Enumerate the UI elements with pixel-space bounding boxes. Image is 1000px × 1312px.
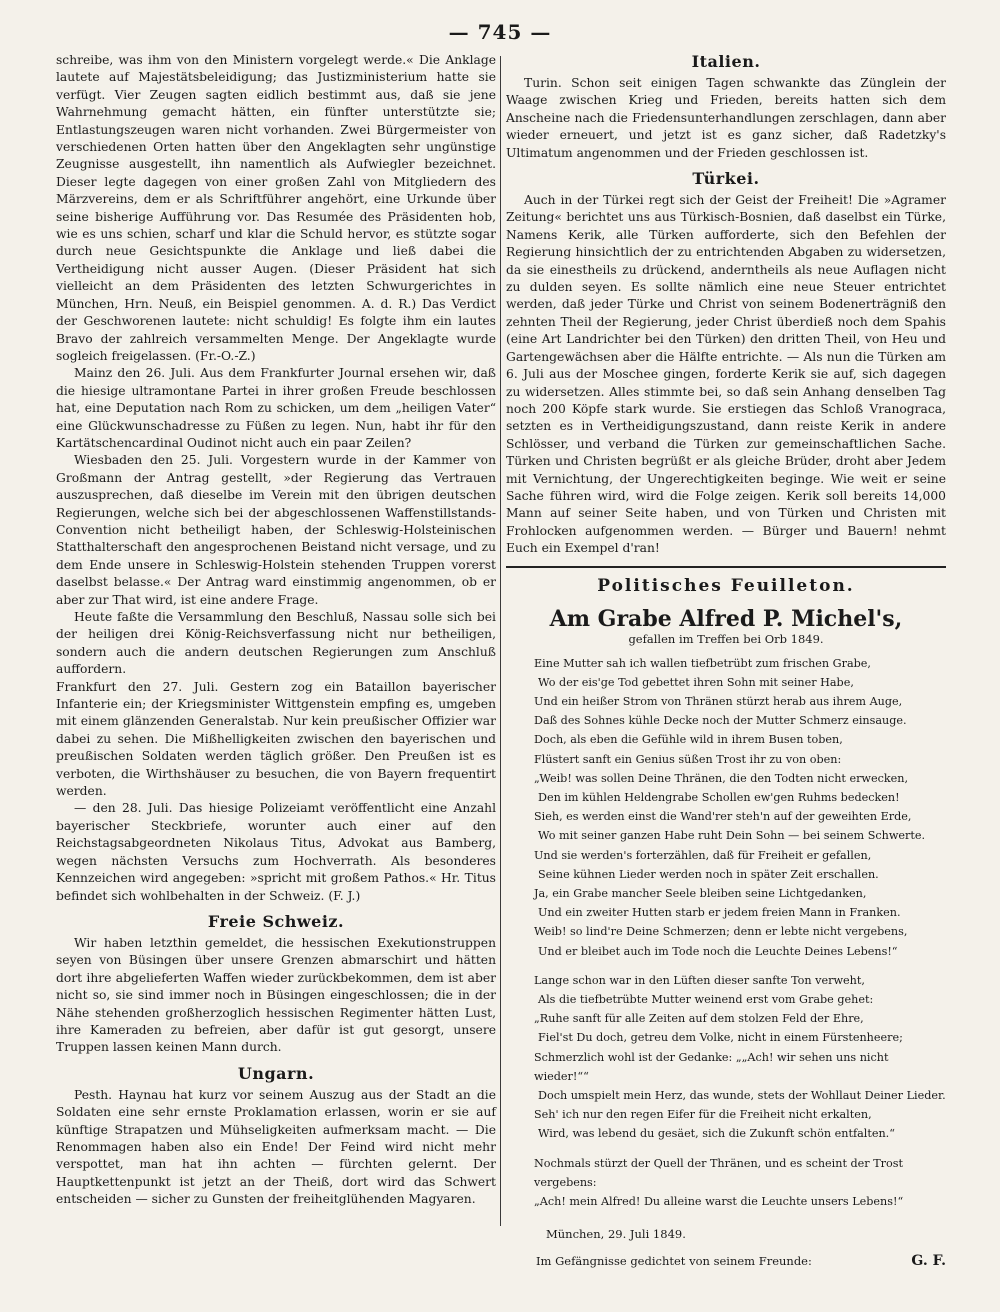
feuilleton-heading: Politisches Feuilleton. [597, 575, 855, 596]
poem-line: Als die tiefbetrübte Mutter weinend erst vom Grabe gehet: [538, 993, 874, 1007]
stanza-gap [506, 1144, 946, 1154]
poem-line: Nochmals stürzt der Quell der Thränen, und es scheint der Trost vergebens: [534, 1156, 903, 1189]
article-frankfurt: Frankfurt den 27. Juli. Gestern zog ein Bataillon bayerischer Infanterie ein; der Kriegsminister Wittgenstein empfing es, umgeben mit einem glänzenden Generalstab. Nur kein preußischer Offizier war dabei zu sehen. Die Mißhelligkeiten zwischen den bayerischen und preußischen Soldaten werden täglich größer. Den Preußen ist es verboten, die Wirthshäuser zu besuchen, die von Bayern frequentirt werden. [56, 679, 496, 799]
section-heading-italien: Italien. [691, 52, 761, 71]
poem-line: Flüstert sanft ein Genius süßen Trost ihr zu von oben: [534, 752, 842, 766]
poem-footer [506, 1253, 946, 1269]
poem-line: Doch, als eben die Gefühle wild in ihrem Busen toben, [534, 733, 843, 747]
poem-line: Lange schon war in den Lüften dieser sanfte Ton verweht, [534, 973, 865, 987]
poem-footer-text: Im Gefängnisse gedichtet von seinem Freunde: [536, 1254, 812, 1269]
poem-stanza-1 [506, 654, 946, 961]
poem-line: Eine Mutter sah ich wallen tiefbetrübt zum frischen Grabe, [534, 656, 871, 670]
poem-line: Seine kühnen Lieder werden noch in später Zeit erschallen. [538, 867, 879, 881]
section-heading-schweiz: Freie Schweiz. [207, 911, 345, 931]
poem-line: Schmerzlich wohl ist der Gedanke: „„Ach! wir sehen uns nicht wieder!““ [534, 1050, 889, 1083]
section-heading-tuerkei: Türkei. [692, 169, 760, 189]
poem-line: „Ach! mein Alfred! Du alleine warst die Leuchte unsers Lebens!“ [534, 1195, 904, 1209]
section-rule [506, 566, 946, 568]
poem-line: Wo der eis'ge Tod gebettet ihren Sohn mit seiner Habe, [538, 675, 854, 689]
poem-line: „Weib! was sollen Deine Thränen, die den Todten nicht erwecken, [534, 771, 909, 785]
poem-line: Weib! so lind're Deine Schmerzen; denn er lebte nicht vergebens, [534, 925, 908, 939]
poem-stanza-2 [506, 971, 946, 1144]
right-column [506, 52, 946, 1269]
section-heading-ungarn: Ungarn. [237, 1063, 315, 1083]
poem-line: Doch umspielt mein Herz, das wunde, stets der Wohllaut Deiner Lieder. [538, 1089, 946, 1103]
article-paragraph: — den 28. Juli. Das hiesige Polizeiamt veröffentlicht eine Anzahl bayerischer Steckbriefe, worunter auch einer auf den Reichstagsabgeordneten Nikolaus Titus, Advokat aus Bamberg, wegen nächsten Versuchs zum Hochverrath. Als besonderes Kennzeichen wird angegeben: »spricht mit großem Pathos.« Hr. Titus befindet sich wohlbehalten in der Schweiz. (F. J.) [56, 801, 496, 903]
left-column [56, 52, 496, 1209]
stanza-gap [506, 961, 946, 971]
poem-line: Und ein zweiter Hutten starb er jedem freien Mann in Franken. [538, 906, 901, 920]
poem-subtitle: gefallen im Treffen bei Orb 1849. [628, 631, 824, 646]
poem-line: Wird, was lebend du gesäet, sich die Zukunft schön entfalten.“ [538, 1127, 895, 1141]
poem-line: Seh' ich nur den regen Eifer für die Freiheit nicht erkalten, [534, 1108, 872, 1122]
poem-line: Fiel'st Du doch, getreu dem Volke, nicht in einem Fürstenheere; [538, 1031, 903, 1045]
article-pesth: Pesth. Haynau hat kurz vor seinem Auszug aus der Stadt an die Soldaten eine sehr ernste Proklamation erlassen, worin er sie auf künftige Strapatzen und Mühseligkeiten aufmerksam macht. — Die Renommagen haben also ein Ende! Der Feind wird nicht mehr verspottet, man hat ihn achten — fürchten gelernt. Der Hauptkettenpunkt ist jetzt an der Theiß, dort wird das Schwert entscheiden — sicher zu Gunsten der freiheitglühenden Magyaren. [56, 1087, 496, 1207]
poem-line: „Ruhe sanft für alle Zeiten auf dem stolzen Feld der Ehre, [534, 1012, 864, 1026]
article-mainz: Mainz den 26. Juli. Aus dem Frankfurter Journal ersehen wir, daß die hiesige ultramontane Partei in ihrer großen Freude beschlossen hat, eine Deputation nach Rom zu schicken, um dem „heiligen Vater“ eine Glückwunschadresse zu Füßen zu legen. Nun, habt ihr für den Kartätschencardinal Oudinot nicht auch ein paar Zeilen? [56, 366, 496, 450]
poem-line: Den im kühlen Heldengrabe Schollen ew'gen Ruhms bedecken! [538, 790, 900, 804]
poem-line: Wo mit seiner ganzen Habe ruht Dein Sohn — bei seinem Schwerte. [538, 829, 926, 843]
poem-line: Und ein heißer Strom von Thränen stürzt herab aus ihrem Auge, [534, 694, 903, 708]
poem-line: Ja, ein Grabe mancher Seele bleiben seine Lichtgedanken, [534, 887, 867, 900]
poem-line: Daß des Sohnes kühle Decke noch der Mutter Schmerz einsauge. [534, 714, 907, 728]
poem-line: Und sie werden's forterzählen, daß für Freiheit er gefallen, [534, 848, 872, 862]
poem-dateline: München, 29. Juli 1849. [546, 1227, 686, 1242]
poem-line: Und er bleibet auch im Tode noch die Leuchte Deines Lebens!“ [538, 944, 898, 958]
article-paragraph: Wir haben letzthin gemeldet, die hessischen Exekutionstruppen seyen von Büsingen über unsere Grenzen abmarschirt und hätten dort ihre abgelieferten Waffen wieder zurückbekommen, dem ist aber nicht so, sie sind immer noch in Büsingen eingeschlossen; die in der Nähe stehenden großherzoglich hessischen Regimenter hätten Lust, ihre Kameraden zu befreien, aber dafür ist gut gesorgt, unsere Truppen lassen keinen Mann durch. [56, 935, 496, 1055]
article-wiesbaden: Wiesbaden den 25. Juli. Vorgestern wurde in der Kammer von Großmann der Antrag gestellt, »der Regierung das Vertrauen auszusprechen, daß dieselbe im Verein mit den übrigen deutschen Regierungen, welche sich bei der abgeschlossenen Waffenstillstands-Convention nicht betheiligt haben, der Schleswig-Holsteinischen Statthalterschaft den angesprochenen Beistand nicht versage, und zu dem Ende unsere in Schleswig-Holstein stehenden Truppen vorerst daselbst belasse.« Der Antrag ward einstimmig angenommen, ob er aber zur That wird, ist eine andere Frage. [56, 453, 496, 607]
poem-stanza-3 [506, 1154, 946, 1212]
page-number: — 745 — [448, 20, 552, 44]
poem-signature: G. F. [911, 1253, 946, 1270]
article-turin: Turin. Schon seit einigen Tagen schwankte das Zünglein der Waage zwischen Krieg und Frieden, bereits hatten sich dem Anscheine nach die Friedensunterhandlungen zerschlagen, dann aber wieder erneuert, und jetzt ist es ganz sicher, daß Radetzky's Ultimatum angenommen und der Frieden geschlossen ist. [506, 76, 946, 160]
article-paragraph: Heute faßte die Versammlung den Beschluß, Nassau solle sich bei der heiligen drei König-Reichsverfassung nicht nur betheiligen, sondern auch die andern deutschen Regierungen zum Anschluß auffordern. [56, 610, 496, 677]
article-paragraph: schreibe, was ihm von den Ministern vorgelegt werde.« Die Anklage lautete auf Majestätsbeleidigung; das Justizministerium hatte sie verfügt. Vier Zeugen sagten eidlich bestimmt aus, daß sie jene Wahrnehmung gemacht hätten, ein fünfter unterstützte sie; Entlastungszeugen waren nicht vorhanden. Zwei Bürgermeister von verschiedenen Orten hatten über den Angeklagten sehr ungünstige Zeugnisse ausgestellt, ihn namentlich als Aufwiegler bezeichnet. Dieser legte dagegen von einer großen Zahl von Mitgliedern des Märzvereins, dem er als Schriftführer angehört, eine Urkunde über seine bisherige Aufführung vor. Das Resumée des Präsidenten hob, wie es uns schien, scharf und klar die Schuld hervor, es stützte sogar durch neue Gesichtspunkte die Anklage und ließ dabei die Vertheidigung nicht ausser Augen. (Dieser Präsident hat sich vielleicht an dem Präsidenten des letzten Schwurgerichtes in München, Hrn. Neuß, ein Beispiel genommen. A. d. R.) Das Verdict der Geschworenen lautete: nicht schuldig! Es folgte ihm ein lautes Bravo der zahlreich versammelten Menge. Der Angeklagte wurde sogleich freigelassen. (Fr.-O.-Z.) [56, 53, 496, 363]
column-divider [500, 56, 501, 1226]
poem-line: Sieh, es werden einst die Wand'rer steh'n auf der geweihten Erde, [534, 810, 912, 824]
poem-title: Am Grabe Alfred P. Michel's, [549, 605, 903, 632]
article-tuerkei: Auch in der Türkei regt sich der Geist der Freiheit! Die »Agramer Zeitung« berichtet uns aus Türkisch-Bosnien, daß daselbst ein Türke, Namens Kerik, alle Türken aufforderte, sich den Befehlen der Regierung hinsichtlich der zu entrichtenden Abgaben zu widersetzen, da sie einestheils zu drückend, anderntheils als neue Auflagen nicht zu dulden seyen. Es sollte nämlich eine neue Steuer entrichtet werden, daß jeder Türke und Christ von seinem Bodenerträgniß den zehnten Theil der Regierung, jeder Christ überdieß noch dem Spahis (eine Art Landrichter bei den Türken) den dritten Theil, von Heu und Gartengewächsen aber die Hälfte entrichte. — Als nun die Türken am 6. Juli aus der Moschee gingen, forderte Kerik sie auf, sich dagegen zu widersetzen. Alles stimmte bei, so daß sein Anhang denselben Tag noch 200 Köpfe stark wurde. Sie erstiegen das Schloß Vranograca, setzten es in Vertheidigungszustand, dann reiste Kerik in andere Schlösser, und verband die Türken zur gemeinschaftlichen Sache. Türken und Christen begrüßt er als gleiche Brüder, droht aber Jedem mit Vernichtung, der Ungerechtigkeiten beginge. Wie weit er seine Sache führen wird, wird die Folge zeigen. Kerik soll bereits 14,000 Mann auf seiner Seite haben, und von Türken und Christen mit Frohlocken aufgenommen werden. — Bürger und Bauern! nehmt Euch ein Exempel d'ran! [506, 193, 946, 556]
